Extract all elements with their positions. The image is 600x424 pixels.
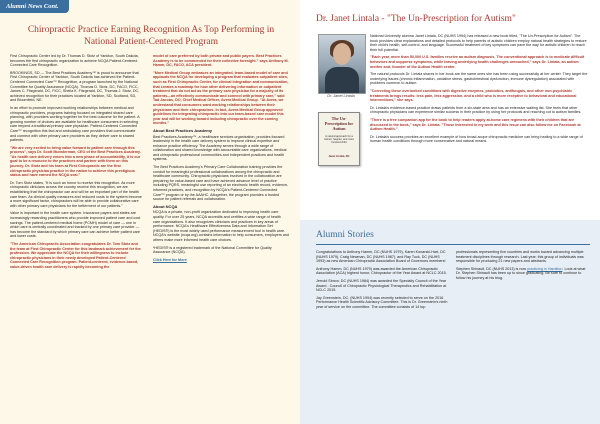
highlight-paragraph: "There is a free companion app for the book to help readers apply at-home care regimens with their children that are discussed in the book," says Dr. Lintala. "Those interested in my work and this issue can also follow me on Facebook at Autism Health." [370, 117, 581, 132]
photo-caption: Dr. Janet Lintala [327, 94, 355, 98]
more-link[interactable]: Click Here for More [153, 257, 187, 262]
alumni-column-2 [456, 250, 590, 420]
book-title: The Un-Prescription for Autism [324, 116, 354, 131]
subheading: About Best Practices Academy [153, 127, 212, 133]
body-paragraph: Dr. Lintala's success provides an excellent example of how broad-scope chiropractic medicine can bring healing to a wide range of human health conditions through more conservative and natural means. [370, 134, 583, 144]
feature-title: Dr. Janet Lintala - "The Un-Prescription for Autism" [316, 14, 516, 24]
body-paragraph: BROOKINGS, SD — The Best Practices Academy™ is proud to announce that First Chiropractic Center of Yankton, South Dakota has achieved the Patient-Centered Connected Care™ Recognition, a program launched by the National Committee for Quality Assurance (NCQA). Thomas D. Stotz, DC, FACO, FICC, James C. Fitzgerald, DC, FICC, Sheila K. Fitzgerald, DC, Thomas J. Stotz, DC, achieved recognition for their practices located at Yankton, SD, Scotland, SD, and Bloomfield, NE. [10, 70, 140, 103]
book-cover [318, 112, 360, 166]
body-paragraph: Stephen Shinault, DC (NUHS 2013) is now practicing in Hamilton. Look at what Dr. Stephen Shinault has been up to since graduating. Be sure to continue to follow his journey at his blog. [456, 266, 586, 280]
article-column-2 [153, 54, 289, 416]
body-paragraph: Congratulations to Anthony Hamm, DC (NUHS 1979), Karen Konarski-Hart, DC (NUHS 1979), Craig Newman, DC (NUHS 1987), and Ray Tuck, DC (NUHS 1993) as new American Chiropractic Association Board of Governors members! [316, 250, 446, 264]
body-paragraph: professionals representing five countries and works toward advancing multiple treatment disciplines through research. Last year, this group of individuals was responsible for producing 21 new papers and abstracts. [456, 250, 584, 264]
body-paragraph: First Chiropractic Center led by Dr. Thomas D. Stotz of Yankton, South Dakota, becomes the first chiropractic organization to achieve NCQA Patient-Centered Connected Care Recognition. [10, 54, 139, 68]
body-paragraph: Value is important in the health care system. Insurance payers and states are increasingly rewarding practitioners who provide improved patient care and cost savings. The patient-centered medical home (PCMH) model of care — one in which care is centrally coordinated and tracked by one primary care provider — has become the standard by which primary care can achieve better patient care and lower costs. [10, 211, 141, 239]
alumni-column-1 [316, 250, 450, 420]
body-paragraph: Dr. Tom Stotz states, "It is such an honor to receive this recognition. As more chiropractic clinicians across the country receive this recognition, we are establishing that the chiropractor can and will be an important part of the health care team. As clinical quality measures and reduced costs to the system become a more significant factor, chiropractors will be able to provide collaborative care with other primary care physicians for the betterment of our patients." [10, 180, 142, 208]
highlight-paragraph: "More Medical Group embraces an integrated, team-based model of care and applauds the NCQA for developing a program that evaluates outpatient sites, such as First Chiropractic Center, for clinical integration and communication, that creates a roadmap for how other delivering information or outpatient treatment that do not act as the primary care physician for a majority of its patients—an effectively communicate and connect with primary care," said Tad Jacobs, DO, Chief Medical Officer, Avera Medical Group. "At Avera, we understand that consumers want working relationships between their physicians and their chiropractors. In fact, Avera Medical Group approved guidelines for integrating chiropractic into our team-based care model this year and will be working toward including chiropractic over the coming months." [153, 70, 289, 126]
article-title: Chiropractic Practice Earning Recognition As Top Performing in National Patient-Centered Program [27, 25, 275, 47]
body-paragraph: Jerrold Simon, DC (NUHS 1984) was awarded the Specialty Council of the Year Award - Council of Chiropractic Physiological Therapeutics and Rehabilitation at NCLC 2015. [316, 278, 447, 293]
highlight-paragraph: "Each year, more than 50,000 U.S. families receive an autism diagnosis. The conventional approach is to medicate difficult behaviors and suppress symptoms, while leaving underlying health challenges untouched," says Dr. Lintala, an autism mother and, founder of the Autism Health center. [370, 55, 585, 69]
book-author: Janet Lintala, DC [328, 155, 350, 158]
body-paragraph: NCQA is a private, non-profit organization dedicated to improving health care quality. For over 25 years, NCQA accredits and certifies a wide range of health care organizations. It also recognizes clinicians and practices in key areas of performance. NCQA's Healthcare Effectiveness Data and Information Set (HEDIS®) is the most widely used performance measurement tool in health care. NCQA's website (ncqa.org) contains information to help consumers, employers and others make more informed health care choices. [153, 210, 289, 242]
body-paragraph: The Best Practices Academy's Primary Care Collaboration training provides the conduit for meaningful professional collaborations among the chiropractic and healthcare community. Chiropractic physicians involved in the collaboration are preparing for value-based care and have achieved advance level of practice including PQRS, meaningful use reporting of an electronic health record, evidence-informed practices, and recognition by NCQA's Patient-Centered Connected Care™ program or by the AAAHC. Altogether, the program provides a trusted source for patient referrals and collaboration. [153, 165, 289, 202]
article-column-1 [10, 54, 142, 416]
body-paragraph: Jay Greenstein, DC, (NUHS 1994) was recently selected to serve on the 2016 Performance Health Scientific Advisory Committee. This is Dr. Greenstein's ninth year of service on the committee. The committee consists of 14 top [316, 295, 448, 309]
feature-body [370, 34, 588, 220]
book-subtitle: A natural approach for a calmer, happier, and more focused child [324, 135, 354, 144]
body-paragraph: In an effort to promote improved working relationships between medical and chiropractic providers, programs training focused on integrated shared care planning, with providers working together for the best outcome for the patient. A growing number of choices are available for healthcare consumers in selecting care beyond a traditional primary care physician. Patient-Centered Connected Care™ recognition this fact and ambulatory care providers that communicate and connect with other primary care providers as they deliver care to shared patients. [10, 105, 140, 143]
subheading: About NCQA [153, 203, 178, 209]
inline-link[interactable]: practicing in Hamilton [527, 266, 563, 271]
highlight-paragraph: "The American Chiropractic Association congratulates Dr. Tom Stotz and the team at First Chiropractic Center for this landmark achievement for the profession. We appreciate the NCQA for their willingness to include chiropractic physicians in their newly developed Patient-Centered Connected Care Recognition program. Patient-centered, evidence-based, value-driven health care delivery is rapidly becoming the [10, 241, 141, 269]
highlight-paragraph: model of care preferred by both private and public payers. Best Practices Academy is to be commended for their collective foresight." says Anthony M. Hamm, DC, FACO, ACA president. [153, 54, 289, 68]
alumni-title: Alumni Stories [316, 230, 374, 240]
author-photo [318, 34, 366, 94]
body-paragraph: The natural protocols Dr. Lintala shares in her book are the same ones she has been using successfully at her center. They target the underlying issues (chronic inflammation, oxidative stress, gastrointestinal dysfunction, immune dysregulation) associated with problems common to autism. [370, 72, 588, 86]
body-paragraph: National University alumna Janet Lintala, DC (NUHS 1994) has released a new book titled, "The Un-Prescription for Autism". The book provides clear explanations and detailed protocols to help parents of autistic children employ natural health strategies to restore their child's health, self-control, and language. Successful treatment of key symptoms can pave the way for autistic children to reach their full potential. [370, 34, 587, 52]
body-paragraph: Best Practices Academy™, a healthcare services organization, provides focused leadership in the health care delivery system to improve clinical expertise and enhance practice efficiency. The Academy serves through a wide range of collaboration and shared knowledge with accountable care organizations, medical and chiropractic professional communities and independent practices and health systems. [153, 134, 287, 162]
highlight-paragraph: "Correcting these overlooked conditions with digestive enzymes, probiotics, antifungals, and other non-psychiatric treatments brings results: less pain, less aggression, and a child who is more receptive to behavioral and educational interventions," she says. [370, 88, 577, 103]
section-tab: Alumni News Cont. [0, 0, 69, 13]
alumni-divider [316, 244, 590, 245]
body-paragraph: *HEDIS® is a registered trademark of the National Committee for Quality Assurance (NCQA). [153, 245, 272, 255]
body-paragraph: Anthony Hamm, DC (NUHS 1979) was awarded the American Chiropractic Association (ACA) highest honor, Chiropractor of the Year Award at NCLC 2015. [316, 266, 447, 276]
body-paragraph: Dr. Lintala's evidence-based practice draws patients from a six-state area and has an extensive waiting list. She feels that other chiropractic physicians can experience similar success in their practice by using her protocols and reaching out to autism families. [370, 105, 582, 115]
highlight-paragraph: "We are very excited to bring value forward to patient care through this process", says Dr. Scott Munsterman, CEO of the Best Practices Academy. "As health care delivery enters into a new phase of accountability, it is our goal to be a resource to the practices and partner with them on this journey. Dr. Stotz and his team at First Chiropractic are the first chiropractic physician practice in the nation to achieve this prestigious status and have earned the NCQA seal." [10, 145, 141, 178]
